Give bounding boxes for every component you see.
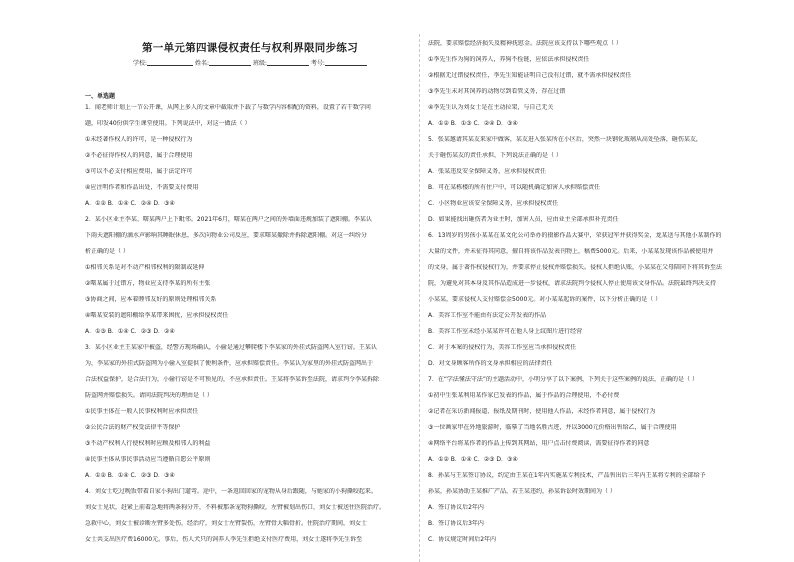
question-line: D．对文身顾客所作的文身承担相应的法律责任 — [428, 360, 553, 367]
school-label: 学校: — [133, 60, 148, 67]
number-label: 考号: — [310, 60, 325, 67]
question-line: B．美容工作室未经小某某许可在他人身上纹图片进行经营 — [428, 328, 583, 335]
column-divider — [419, 34, 420, 562]
question-line: C．协议规定时间后2年内 — [428, 536, 497, 543]
question-line: 院，为避免对其本身及其作品造成进一步侵权，请求法院判令侵权人停止使用该文身作品。法院最终判决支持 — [428, 280, 717, 287]
question-line: 下雨天遮阳棚的滴水声影响其睡眠休息，多次向物业公司反应，要求曙某撤除并拆除遮阳棚。对这一纠纷分 — [85, 232, 368, 239]
question-line: 孙某，孙某协助王某推广产品，若王某违约，孙某诉讼时效期间为（ ） — [428, 488, 616, 495]
question-line: 刘女士见状，赶紧上前着急地将两条狗分开，不料被那条宠物狗撕咬，左臂被划出伤口，刘女士被送往医院治疗。 — [85, 504, 386, 511]
question-line: ②根据无过错侵权责任，李先生知能证明自己没有过错，就不需承担侵权责任 — [428, 72, 632, 79]
question-line: ①民事主体在一般人民事权利时应承担责任 — [85, 408, 199, 415]
question-line: D．如果能找出砸伤者为业主时，加害人员，应由业主全部承担补充责任 — [428, 216, 619, 223]
question-line: ①初中生张某利用某作家已发表的作品，属于作品的合理使用，不必付费 — [428, 392, 620, 399]
question-line: ④曙某安装的遮阳棚给李某带来困扰，应承担侵权责任 — [85, 312, 229, 319]
question-line: C．小区物业应该安全保障义务，应承担侵权责任 — [428, 200, 559, 207]
question-line: B．可在某栋楼的所有住户中，可以随机确定加害人承担赔偿责任 — [428, 184, 601, 191]
question-line: A．①② B．①③ C．②④ D．③④ — [428, 120, 518, 127]
question-line: C．对于本案的侵权行为，美容工作室应当承担侵权责任 — [428, 344, 577, 351]
question-line: 6．13周岁的男孩小某某在某文化公司举办的摄影作品大赛中，荣获冠军并获得奖金，龙某送与其他小某制作的 — [428, 232, 722, 239]
question-line: 法院，要求赔偿经济损失及精神抚慰金。法院应该支持以下哪些观点（ ） — [428, 40, 622, 47]
question-line: ①相邻关系是对不动产相邻权利的限制或延伸 — [85, 264, 205, 271]
class-label: 班级: — [252, 60, 267, 67]
question-line: 析正确的是（ ） — [85, 248, 129, 255]
question-line: ④网络平台将某作者的作品上传到其网站，用户点击付费阅读，需要征得作者的同意 — [428, 440, 650, 447]
question-line: 5．张某邀请其某友来家中做客，某友进入张某所在小区后，突然一块钢化玻璃从高处坠落，砸伤某友， — [428, 136, 702, 143]
question-line: ②记者在采访新闻报道、报纸及期刊时，使用他人作品，未经作者同意，属于侵权行为 — [428, 408, 656, 415]
question-line: B．签订协议后3年内 — [428, 520, 484, 527]
question-line: 合法权益保护，是合法行为，小偷行窃是不可预见的，不应承担责任。王某将李某诉至法院，请求判令李某拆除 — [85, 376, 380, 383]
question-line: 大量的文件，并未征得其同意，擅自将该作品发表刊物上，稿费5000元。后来，小某某发现该作品被使用并 — [428, 248, 714, 255]
question-line: ③李先生未对其饲养的动物尽到看管义务，存在过错 — [428, 88, 566, 95]
question-line: 7．在“学法懂法守法”的主题活动中，小明分享了以下案例，下列关于这些案例的说法，正确的是（ ） — [428, 376, 698, 383]
question-line: ①李先生作为狗的饲养人，养狗不拴链，应依法承担侵权责任 — [428, 56, 590, 63]
question-line: 女士共支出医疗费16000元。事后，伤人犬只的饲养人李先生拒绝支付医疗费用，刘女士遂将李先生诉至 — [85, 536, 363, 543]
question-line: ④民事主体从事民事活动应当遵循自愿公平原则 — [85, 456, 211, 463]
question-line: A．①② B．①④ C．②③ D．③④ — [428, 456, 518, 463]
question-line: 关于砸伤某友的责任承担，下列说法正确的是（ ） — [428, 152, 562, 159]
question-line: 题，印发40份供学生课堂使用。下列说法中，对这一做法（ ） — [85, 120, 251, 127]
question-line: 4．刘女士吃过晚饭带着自家小狗出门遛弯。途中，一条返回回家的宠物从身后跟随，与她家的小狗撕咬起来。 — [85, 488, 377, 495]
question-line: 3．某小区业主王某家中被盗，经警方现场确认，小偷是通过攀爬楼下李某家的外挂式防盗网入室行窃。王某认 — [85, 344, 377, 351]
question-line: 急救中心，刘女士被诊断左臂多处伤，经治疗，刘女士左臂裂伤，左臂骨大幅骨折。住院治疗期间，刘女士 — [85, 520, 368, 527]
question-line: 为，李某家的外挂式防盗网为小偷入室提供了便利条件，应承担赔偿责任。李某认为家里的外挂式防盗网出于 — [85, 360, 374, 367]
question-line: ④应注明作者和作品出处，不需要支付费用 — [85, 184, 199, 191]
question-line: 1．闻老师计划上一节公开课，从网上多人的文章中截取并下载了与数学内容相配的资料，设置了若干数学问 — [85, 104, 371, 111]
section-heading: 一、单选题 — [85, 93, 116, 100]
question-line: ③可以不必支付相应费用，属于法定许可 — [85, 168, 193, 175]
question-line: ②曙某属于过错方，物业应支持李某的所有主张 — [85, 280, 211, 287]
question-line: ③一位画家甲在外地旅游时，临摹了当地名胜古迹，并以3000元价格出售给乙，属于合理使用 — [428, 424, 677, 431]
question-line: ③不动产权利人行使权利时应顾及相邻人的利益 — [85, 440, 211, 447]
school-field[interactable] — [147, 59, 193, 66]
question-line: A．张某违反安全保障义务，应承担侵权责任 — [428, 168, 547, 175]
page-title: 第一单元第四课侵权责任与权利界限同步练习 — [142, 42, 358, 54]
name-label: 姓名: — [195, 60, 210, 67]
question-line: ④李先生认为刘女士是在主动拉架，与自己无关 — [428, 104, 554, 111]
question-line: A．①③ B．①④ C．②③ D．②④ — [85, 328, 175, 335]
question-line: 2．某小区业主李某、曙某两户上下毗邻。2021年6月，曙某在两户之间的外墙面违规加装了遮阳棚。李某认 — [85, 216, 372, 223]
question-line: 防盗网并赔偿损失。请问法院判决的理由是（ ） — [85, 392, 213, 399]
class-field[interactable] — [267, 59, 309, 66]
question-line: 的文身，属于著作权侵权行为，并要求停止侵权并赔偿损失。侵权人拒绝认账，小某某在父母陪同下将其诉至法 — [428, 264, 723, 271]
question-line: A．美容工作室不能由有法定公开发表的作品 — [428, 312, 547, 319]
question-line: A．签订协议后2年内 — [428, 504, 484, 511]
question-line: A．①② B．①④ C．②④ D．③④ — [85, 200, 175, 207]
question-line: A．①② B．①④ C．②③ D．③④ — [85, 472, 175, 479]
number-field[interactable] — [325, 59, 367, 66]
question-line: ③协商之间，应本着睦邻友好的原则处理相邻关系 — [85, 296, 217, 303]
question-line: ②不必征得作权人的同意，属于合理使用 — [85, 152, 193, 159]
name-field[interactable] — [209, 59, 251, 66]
question-line: 8．孙某与王某签订协议，约定由王某在1年内实施某专利技术，产品售出后三年内王某将专利的全部给予 — [428, 472, 706, 479]
question-line: ①未经著作权人的许可，是一种侵权行为 — [85, 136, 193, 143]
question-line: 小某某，要求侵权人支付赔偿金5000元。对小某某起诉的案件，以下分析正确的是（ ） — [428, 296, 662, 303]
student-info-row — [85, 58, 415, 67]
question-line: ②公民合法的财产权受法律平等保护 — [85, 424, 181, 431]
